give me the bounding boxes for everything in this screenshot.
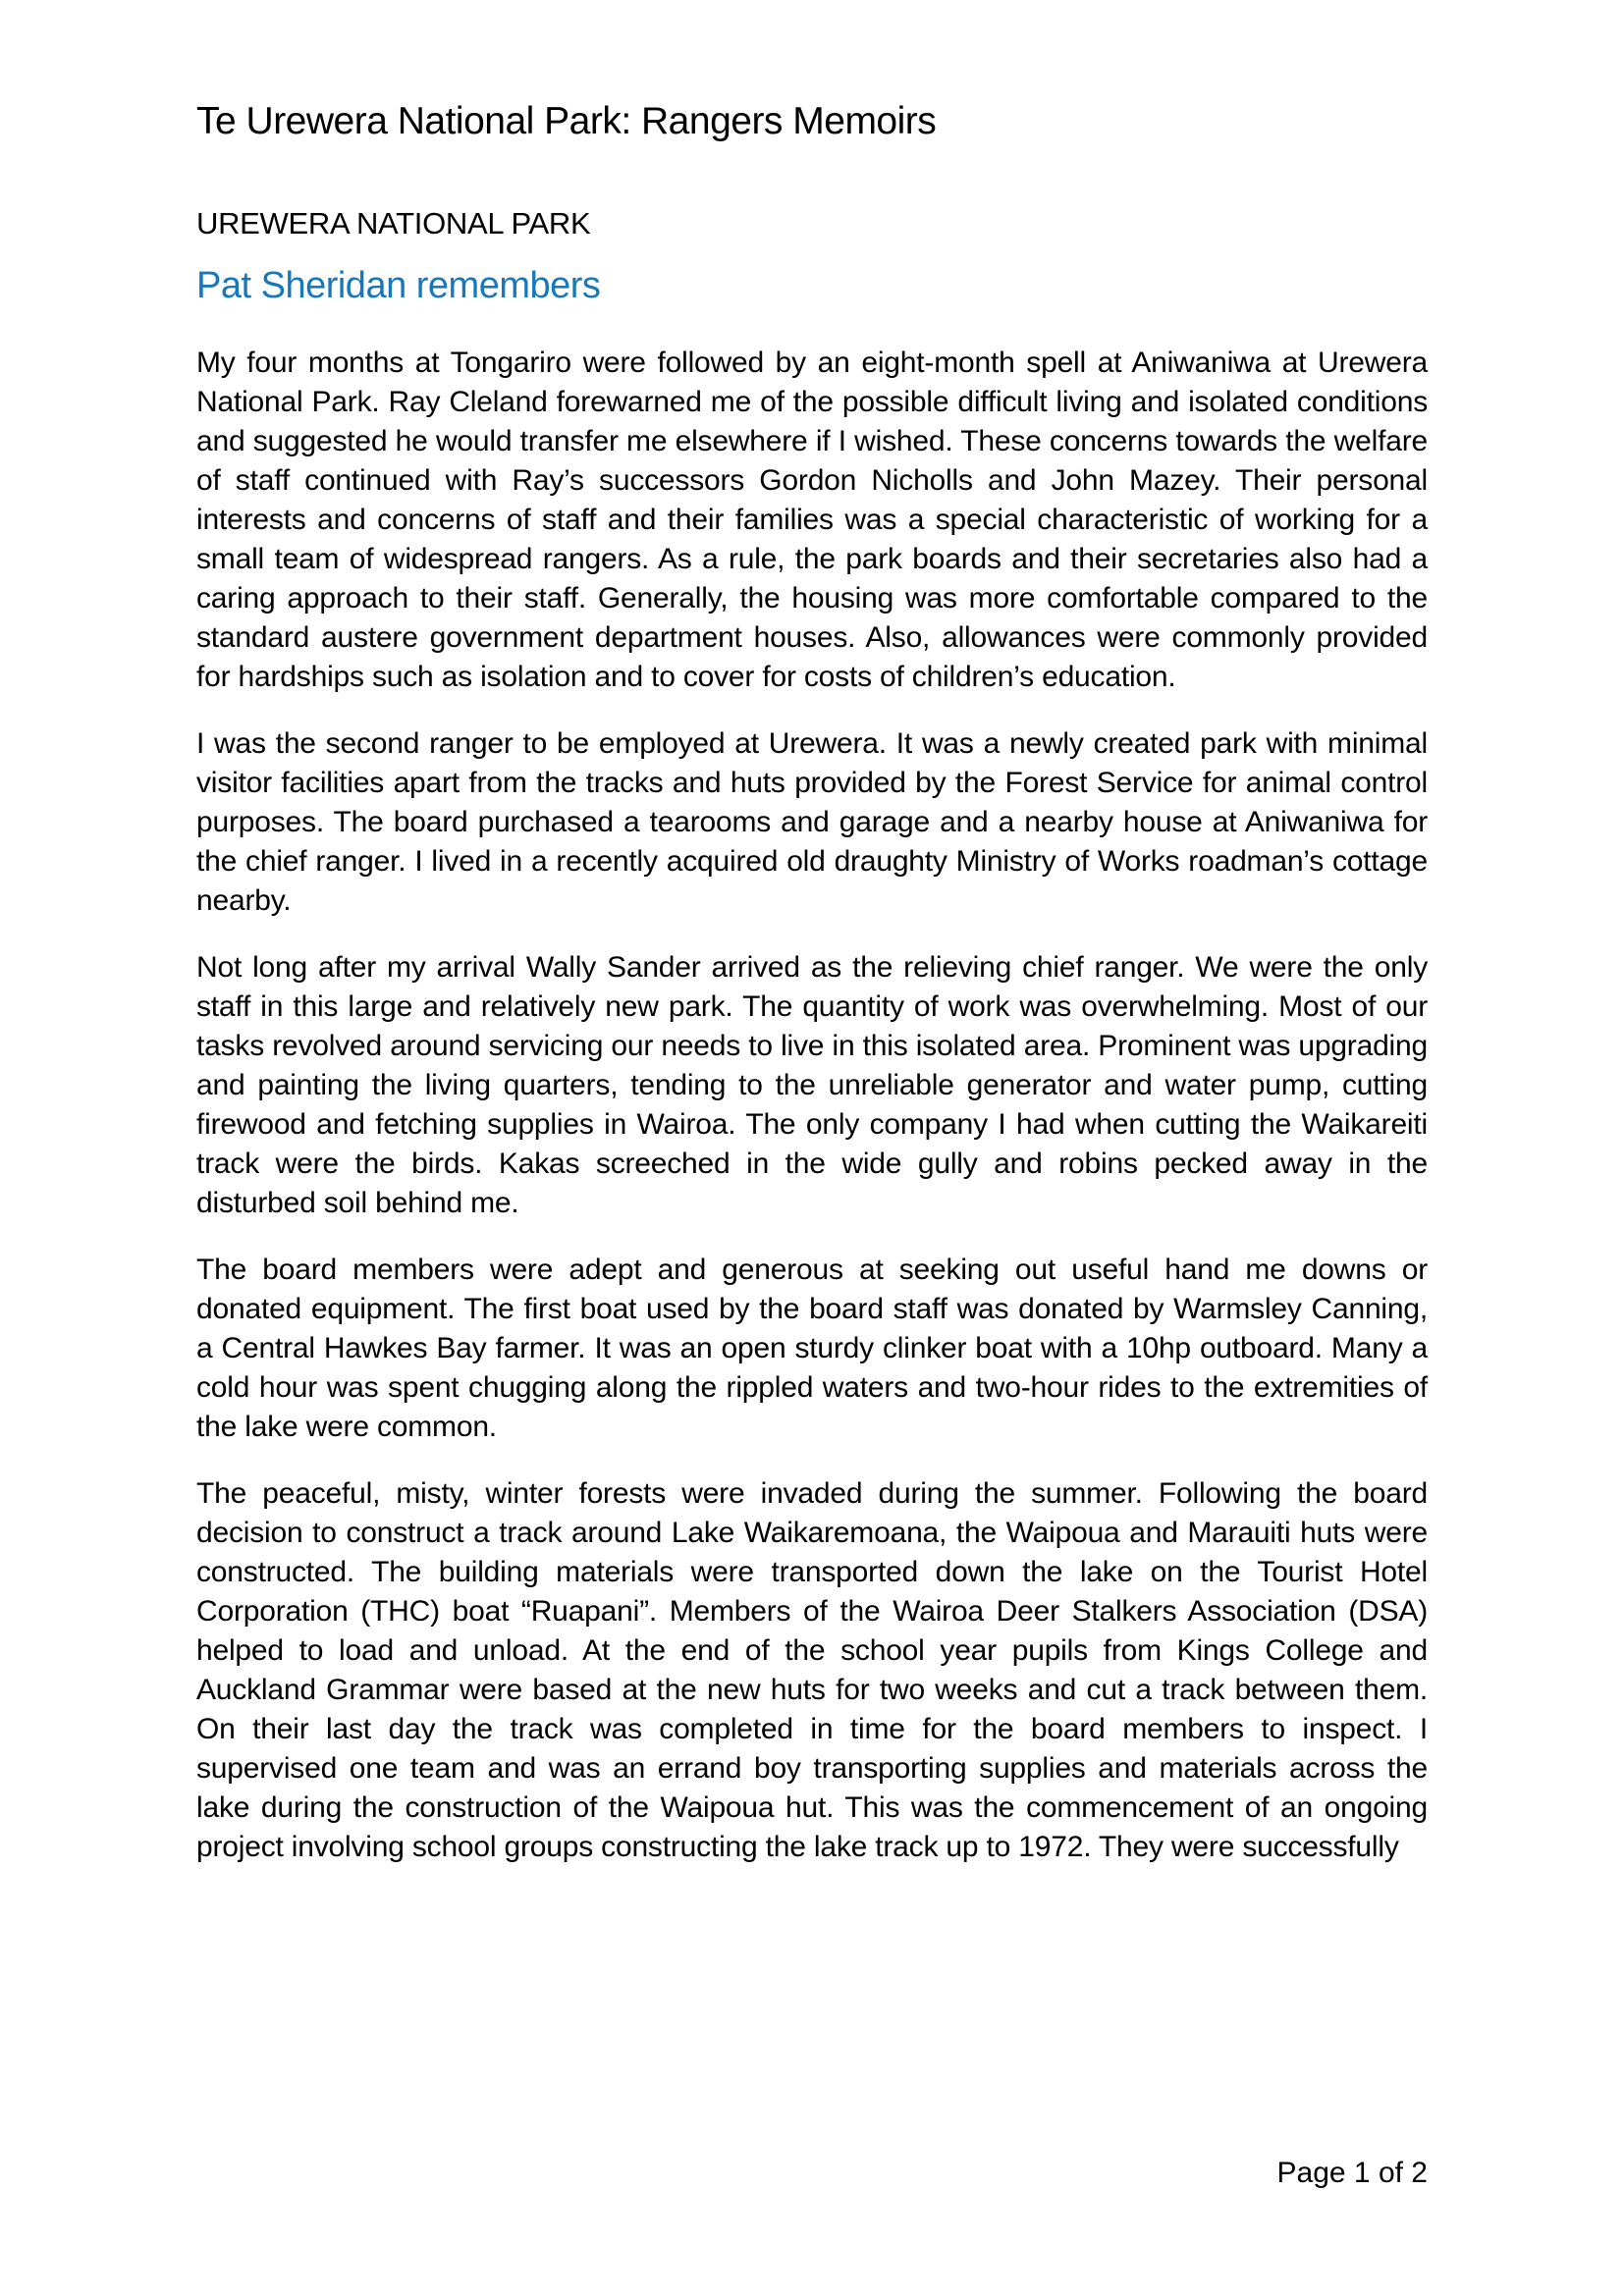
section-heading: UREWERA NATIONAL PARK: [196, 206, 591, 240]
paragraph-4: The board members were adept and generous at seeking out useful hand me downs or donated equipment. The first boat used by the board staff was donated by Warmsley Canning, a Central Hawkes Bay farmer. It was an open sturdy clinker boat with a 10hp outboard. Many a cold hour was spent chugging along the rippled waters and two-hour rides to the extremities of the lake were common.: [196, 1254, 1428, 1443]
paragraph-1: My four months at Tongariro were followed by an eight-month spell at Aniwaniwa at Urewera National Park. Ray Cleland forewarned me of the possible difficult living and isolated conditions and suggested he would transfer me elsewhere if I wished. These concerns towards the welfare of staff continued with Ray’s successors Gordon Nicholls and John Mazey. Their personal interests and concerns of staff and their families was a special characteristic of working for a small team of widespread rangers. As a rule, the park boards and their secretaries also had a caring approach to their staff. Generally, the housing was more comfortable compared to the standard austere government department houses. Also, allowances were commonly provided for hardships such as isolation and to cover for costs of children’s education.: [196, 347, 1428, 693]
document-title: Te Urewera National Park: Rangers Memoirs: [196, 100, 937, 142]
paragraph-3: Not long after my arrival Wally Sander arrived as the relieving chief ranger. We were the only staff in this large and relatively new park. The quantity of work was overwhelming. Most of our tasks revolved around servicing our needs to live in this isolated area. Prominent was upgrading and painting the living quarters, tending to the unreliable generator and water pump, cutting firewood and fetching supplies in Wairoa. The only company I had when cutting the Waikareiti track were the birds. Kakas screeched in the wide gully and robins pecked away in the disturbed soil behind me.: [196, 951, 1428, 1219]
document-content: [196, 98, 1428, 1895]
document-body: [196, 344, 1428, 1867]
page-number-label: Page 1 of 2: [1276, 2157, 1428, 2189]
subheading-pat-sheridan-remembers: Pat Sheridan remembers: [196, 265, 601, 306]
paragraph-2: I was the second ranger to be employed at Urewera. It was a newly created park with minimal visitor facilities apart from the tracks and huts provided by the Forest Service for animal control purposes. The board purchased a tearooms and garage and a nearby house at Aniwaniwa for the chief ranger. I lived in a recently acquired old draughty Ministry of Works roadman’s cottage nearby.: [196, 727, 1428, 917]
paragraph-5: The peaceful, misty, winter forests were invaded during the summer. Following the board decision to construct a track around Lake Waikaremoana, the Waipoua and Marauiti huts were constructed. The building materials were transported down the lake on the Tourist Hotel Corporation (THC) boat “Ruapani”. Members of the Wairoa Deer Stalkers Association (DSA) helped to load and unload. At the end of the school year pupils from Kings College and Auckland Grammar were based at the new huts for two weeks and cut a track between them. On their last day the track was completed in time for the board members to inspect. I supervised one team and was an errand boy transporting supplies and materials across the lake during the construction of the Waipoua hut. This was the commencement of an ongoing project involving school groups constructing the lake track up to 1972. They were successfully: [196, 1477, 1428, 1863]
